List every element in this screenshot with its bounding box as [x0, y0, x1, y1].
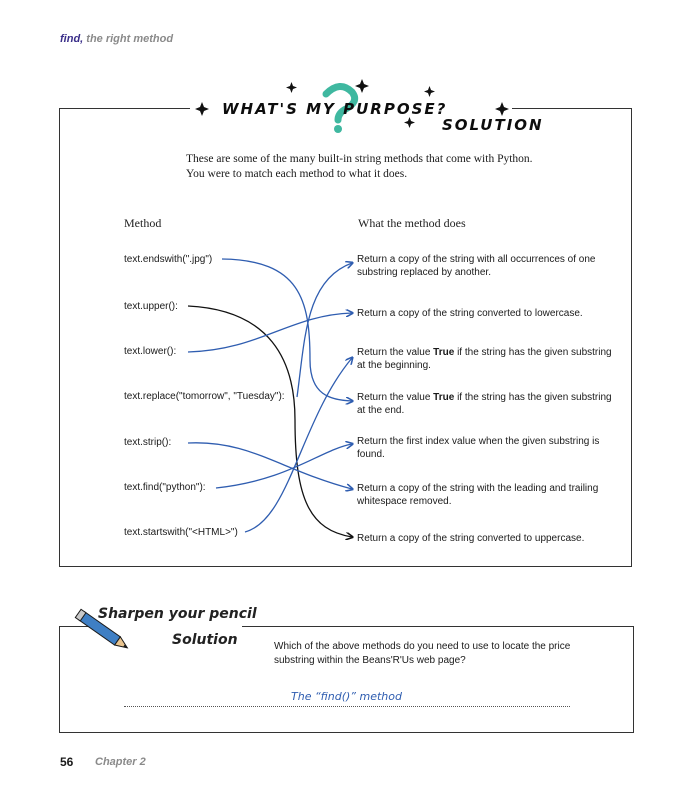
description-uppercase: Return a copy of the string converted to uppercase.	[357, 533, 585, 544]
description-replace: Return a copy of the string with all occurrences of one substring replaced by another.	[357, 254, 596, 278]
wire-replace	[297, 263, 352, 397]
description-startswith: Return the value True if the string has the given substring at the beginning.	[357, 347, 612, 371]
description-lowercase: Return a copy of the string converted to lowercase.	[357, 308, 583, 319]
wire-upper	[188, 306, 352, 537]
page-number: 56	[60, 755, 74, 769]
sharpen-title: Sharpen your pencil	[98, 606, 257, 622]
running-head-highlight: find,	[60, 33, 84, 45]
method-endswith: text.endswith(".jpg")	[124, 254, 213, 265]
description-find: Return the first index value when the given substring is found.	[357, 436, 600, 460]
wire-lower	[188, 313, 352, 352]
wire-endswith	[222, 259, 352, 401]
method-upper: text.upper():	[124, 301, 178, 312]
method-strip: text.strip():	[124, 437, 172, 448]
chapter-label: Chapter 2	[95, 756, 146, 768]
sharpen-subtitle: Solution	[172, 632, 238, 648]
puzzle-title: WHAT'S MY PURPOSE?	[222, 100, 448, 118]
method-replace: text.replace("tomorrow", "Tuesday"):	[124, 391, 285, 402]
method-lower: text.lower():	[124, 346, 177, 357]
column-header-description: What the method does	[358, 216, 466, 230]
puzzle-intro: These are some of the many built-in string methods that come with Python. You were to match each method to what it does.	[186, 153, 533, 180]
column-header-method: Method	[124, 216, 162, 230]
wire-find	[216, 444, 352, 488]
answer-line	[124, 706, 570, 707]
method-startswith: text.startswith("<HTML>")	[124, 527, 238, 538]
wire-strip	[188, 443, 352, 489]
description-endswith: Return the value True if the string has the given substring at the end.	[357, 392, 612, 416]
method-find: text.find("python"):	[124, 482, 206, 493]
handwritten-answer: The “find()” method	[291, 690, 402, 703]
description-strip: Return a copy of the string with the leading and trailing whitespace removed.	[357, 483, 599, 507]
puzzle-title-solution: SOLUTION	[442, 116, 544, 134]
running-head-rest: the right method	[83, 33, 174, 45]
sharpen-question: Which of the above methods do you need to use to locate the price substring within the Beans'R'Us web page?	[274, 641, 571, 666]
